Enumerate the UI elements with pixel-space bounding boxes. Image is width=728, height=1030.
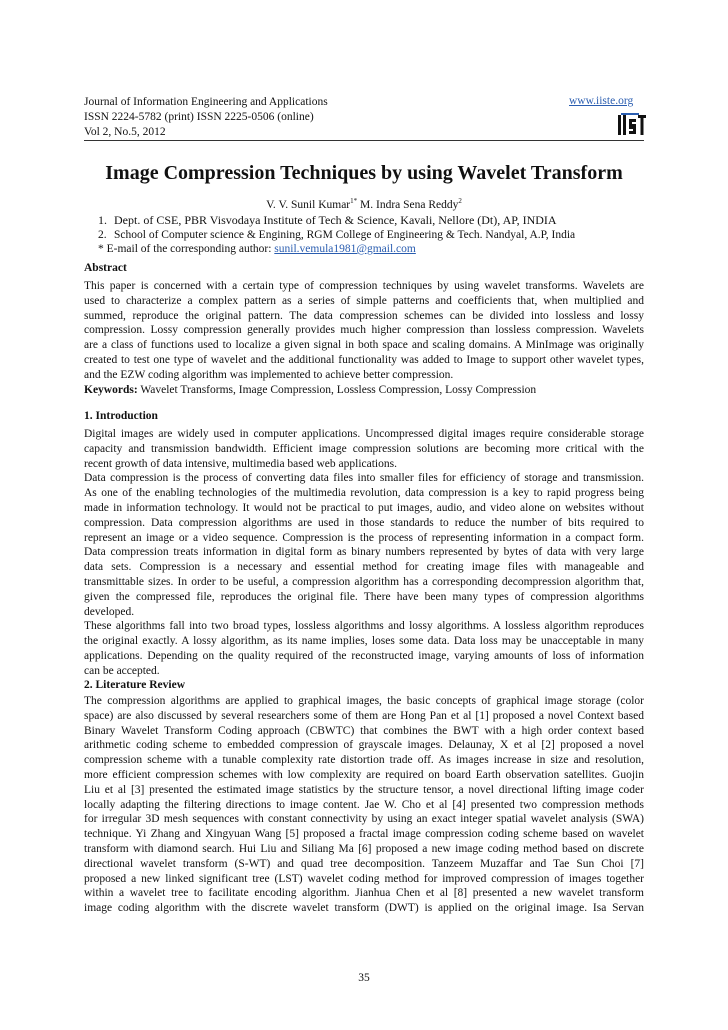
corresponding-email: * E-mail of the corresponding author: sunil.vemula1981@gmail.com: [98, 243, 416, 255]
journal-volume: Vol 2, No.5, 2012: [84, 126, 166, 138]
literature-body: The compression algorithms are applied to graphical images, the basic concepts of graphical image storage (color space) are also discussed by several researchers some of them are Hong Pan et al [1] proposed a novel Context based Binary Wavelet Transform Coding approach (CBWTC) that combines the BWT with a high order context based arithmetic coding scheme to embedded compression of grayscale images. Delaunay, X et al [2] proposed a novel compression scheme with a tunable complexity rate distortion trade off. As images increase in size and resolution, more efficient compression schemes with low complexity are required on board Earth observation satellites. Guojin Liu et al [3] presented the estimated image statistics by the structure tensor, a novel directional lifting image coder locally adapting the filtering directions to image content. Jae W. Cho et al [4] presented two compression methods for irregular 3D mesh sequences with constant connectivity by using an exact integer spatial wavelet analysis (SWA) technique. Yi Zhang and Xingyuan Wang [5] proposed a fractal image compression coding scheme based on wavelet transform with diamond search. Hui Liu and Siliang Ma [6] proposed a new image coding method based on discrete directional wavelet transform (S-WT) and quad tree decomposition. Tanzeem Muzaffar and Tae Sun Choi [7] proposed a new linked significant tree (LST) wavelet coding method for improved compression of images together within a wavelet tree to facilitate encoding algorithm. Jianhua Chen et al [8] presented a new wavelet transform image coding algorithm with the discrete wavelet transform (DWT) is applied on the original image. Isa Servan: [84, 695, 644, 915]
author-2: M. Indra Sena Reddy: [360, 198, 459, 211]
abstract-heading: Abstract: [84, 262, 127, 274]
page-number: 35: [358, 972, 370, 984]
author-line: [84, 197, 644, 211]
keywords: Keywords: Wavelet Transforms, Image Compression, Lossless Compression, Lossy Compression: [84, 383, 537, 396]
literature-heading: 2. Literature Review: [84, 679, 186, 691]
journal-issn: ISSN 2224-5782 (print) ISSN 2225-0506 (online): [84, 111, 314, 123]
author-1-mark: 1*: [350, 197, 358, 205]
intro-body: Digital images are widely used in computer applications. Uncompressed digital images require considerable storage capacity and transmission bandwidth. Efficient image compression solutions are becoming more critical with the recent growth of data intensive, multimedia based web applications. Data compression is the process of converting data files into smaller files for efficiency of storage and transmission. As one of the enabling technologies of the multimedia revolution, data compression is a key to rapid progress being made in information technology. It would not be practical to put images, audio, and video alone on websites without compression. Data compression algorithms are used in those standards to reduce the number of bits required to represent an image or a video sequence. Compression is the process of representing information in a compact form. Data compression treats information in digital form as binary numbers represented by bytes of data with very large data sets. Compression is a necessary and essential method for creating image files with manageable and transmittable sizes. In order to be useful, a compression algorithm has a corresponding decompression algorithm that, given the compressed file, reproduces the original file. There have been many types of compression algorithms developed. These algorithms fall into two broad types, lossless algorithms and lossy algorithms. A lossless algorithm reproduces the original exactly. A lossy algorithm, as its name implies, loses some data. Data loss may be unacceptable in many applications. Depending on the quality required of the reconstructed image, varying amounts of loss of information can be accepted.: [84, 428, 644, 677]
journal-header: [84, 95, 328, 140]
paper-title: Image Compression Techniques by using Wavelet Transform: [105, 162, 623, 184]
affiliation-1: 1. Dept. of CSE, PBR Visvodaya Institute of Tech & Science, Kavali, Nellore (Dt), AP, INDIA: [98, 213, 557, 227]
author-2-mark: 2: [458, 197, 462, 205]
journal-url-link[interactable]: www.iiste.org: [569, 95, 634, 107]
author-1: V. V. Sunil Kumar: [266, 198, 351, 211]
email-link[interactable]: sunil.vemula1981@gmail.com: [274, 243, 416, 255]
abstract-body: This paper is concerned with a certain type of compression techniques by using wavelet transforms. Wavelets are used to characterize a complex pattern as a series of simple patterns and coefficients that, when multiplied and summed, reproduce the original pattern. The data compression schemes can be divided into lossless and lossy compression. Lossy compression generally provides much higher compression than lossless compression. Wavelets are a class of functions used to localize a given signal in both space and scaling domains. A MinImage was originally created to test one type of wavelet and the additional functionality was added to Image to support other wavelet types, and the EZW coding algorithm was implemented to achieve better compression. Keywords: Wavelet Transforms, Image Compression, Lossless Compression, Lossy Compression: [84, 280, 644, 396]
iiste-logo-icon: [617, 113, 647, 137]
journal-name: Journal of Information Engineering and Applications: [84, 96, 328, 108]
affiliation-2: 2. School of Computer science & Engining, RGM College of Engineering & Tech. Nandyal, A.P, India: [98, 229, 576, 241]
intro-heading: 1. Introduction: [84, 410, 158, 422]
header-rule: [84, 140, 644, 141]
